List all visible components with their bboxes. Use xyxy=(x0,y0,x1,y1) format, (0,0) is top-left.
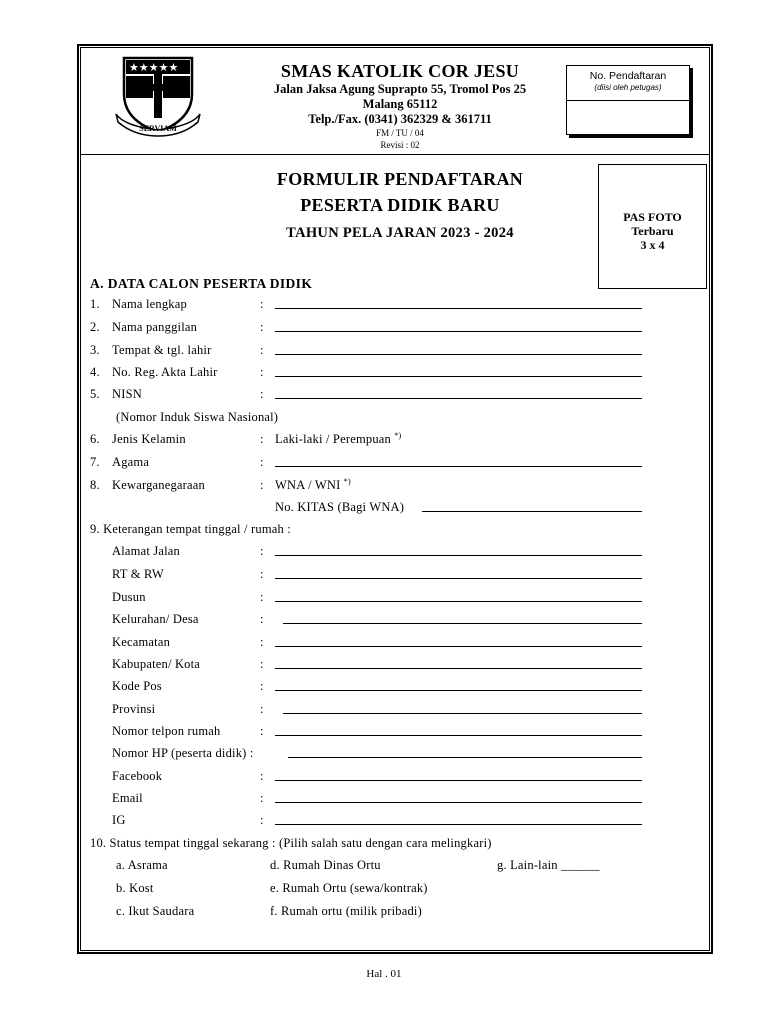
gender-options[interactable]: Laki-laki / Perempuan *) xyxy=(275,430,402,446)
status-title: 10. Status tempat tinggal sekarang : (Pilih salah satu dengan cara melingkari) xyxy=(90,836,492,850)
field-label: Alamat Jalan xyxy=(112,544,181,558)
field-label: Kelurahan/ Desa xyxy=(112,612,199,626)
field-label: Tempat & tgl. lahir xyxy=(112,343,212,357)
citizenship-options[interactable]: WNA / WNI *) xyxy=(275,476,351,492)
photo-box[interactable] xyxy=(598,164,707,289)
field-label: Provinsi xyxy=(112,702,156,716)
status-option-a[interactable]: a. Asrama xyxy=(116,858,168,872)
header-divider xyxy=(80,154,710,155)
form-code: FM / TU / 04 xyxy=(376,128,424,138)
field-label: Nomor HP (peserta didik) : xyxy=(112,746,254,760)
revision: Revisi : 02 xyxy=(380,140,420,150)
address-input-line[interactable] xyxy=(275,735,642,736)
page-number: Hal . 01 xyxy=(366,968,402,980)
registration-number-field[interactable] xyxy=(567,101,689,135)
field-label: Email xyxy=(112,791,143,805)
field-label: Kewarganegaraan xyxy=(112,478,205,492)
address-input-line[interactable] xyxy=(283,713,642,714)
field-label: Nama panggilan xyxy=(112,320,198,334)
section-a-title: A. DATA CALON PESERTA DIDIK xyxy=(90,276,313,291)
kitas-label: No. KITAS (Bagi WNA) xyxy=(275,500,405,514)
nisn-input-line[interactable] xyxy=(275,398,642,399)
status-option-f[interactable]: f. Rumah ortu (milik pribadi) xyxy=(270,904,422,918)
school-crest-logo xyxy=(112,54,204,138)
registration-number-box xyxy=(566,65,690,135)
title-line-2: PESERTA DIDIK BARU xyxy=(300,195,500,215)
photo-label-3: 3 x 4 xyxy=(640,238,665,252)
field-label: Kode Pos xyxy=(112,679,162,693)
status-option-c[interactable]: c. Ikut Saudara xyxy=(116,904,195,918)
logo-motto-text: SERVIAM xyxy=(139,124,177,133)
svg-text:★★★★★: ★★★★★ xyxy=(129,61,179,74)
field-label: Facebook xyxy=(112,769,163,783)
field-label: No. Reg. Akta Lahir xyxy=(112,365,218,379)
photo-label-2: Terbaru xyxy=(631,224,674,238)
field-label: Agama xyxy=(112,455,150,469)
registration-note: (diisi oleh petugas) xyxy=(594,83,662,92)
nickname-input-line[interactable] xyxy=(275,331,642,332)
status-option-d[interactable]: d. Rumah Dinas Ortu xyxy=(270,858,381,872)
field-label: Kecamatan xyxy=(112,635,171,649)
field-label: NISN xyxy=(112,387,142,401)
address-input-line[interactable] xyxy=(275,824,642,825)
residence-title: 9. Keterangan tempat tinggal / rumah : xyxy=(90,522,291,536)
address-input-line[interactable] xyxy=(288,757,642,758)
full-name-input-line[interactable] xyxy=(275,308,642,309)
status-option-g[interactable]: g. Lain-lain ______ xyxy=(497,858,600,872)
address-input-line[interactable] xyxy=(275,601,642,602)
status-option-e[interactable]: e. Rumah Ortu (sewa/kontrak) xyxy=(270,881,428,895)
address-input-line[interactable] xyxy=(275,690,642,691)
title-line-1: FORMULIR PENDAFTARAN xyxy=(276,169,524,189)
title-line-3: TAHUN PELA JARAN 2023 - 2024 xyxy=(286,225,514,241)
kitas-input-line[interactable] xyxy=(422,511,642,512)
address-input-line[interactable] xyxy=(275,780,642,781)
address-input-line[interactable] xyxy=(275,555,642,556)
school-address: Jalan Jaksa Agung Suprapto 55, Tromol Pos 25 xyxy=(273,82,527,96)
address-input-line[interactable] xyxy=(275,668,642,669)
address-input-line[interactable] xyxy=(275,646,642,647)
field-label: Kabupaten/ Kota xyxy=(112,657,201,671)
school-header xyxy=(225,60,575,151)
school-city: Malang 65112 xyxy=(362,97,438,111)
birth-input-line[interactable] xyxy=(275,354,642,355)
address-input-line[interactable] xyxy=(283,623,642,624)
address-input-line[interactable] xyxy=(275,578,642,579)
status-option-b[interactable]: b. Kost xyxy=(116,881,154,895)
photo-label-1: PAS FOTO xyxy=(623,210,682,224)
field-label: Nomor telpon rumah xyxy=(112,724,221,738)
religion-input-line[interactable] xyxy=(275,466,642,467)
address-input-line[interactable] xyxy=(275,802,642,803)
registration-label: No. Pendaftaran xyxy=(589,70,667,82)
field-label: Nama lengkap xyxy=(112,297,187,311)
form-title xyxy=(200,166,600,248)
school-phone: Telp./Fax. (0341) 362329 & 361711 xyxy=(308,112,492,126)
birth-cert-input-line[interactable] xyxy=(275,376,642,377)
nisn-note: (Nomor Induk Siswa Nasional) xyxy=(116,410,279,424)
field-label: Dusun xyxy=(112,590,146,604)
field-label: Jenis Kelamin xyxy=(112,432,186,446)
field-label: RT & RW xyxy=(112,567,164,581)
field-label: IG xyxy=(112,813,126,827)
school-name: SMAS KATOLIK COR JESU xyxy=(280,61,520,81)
